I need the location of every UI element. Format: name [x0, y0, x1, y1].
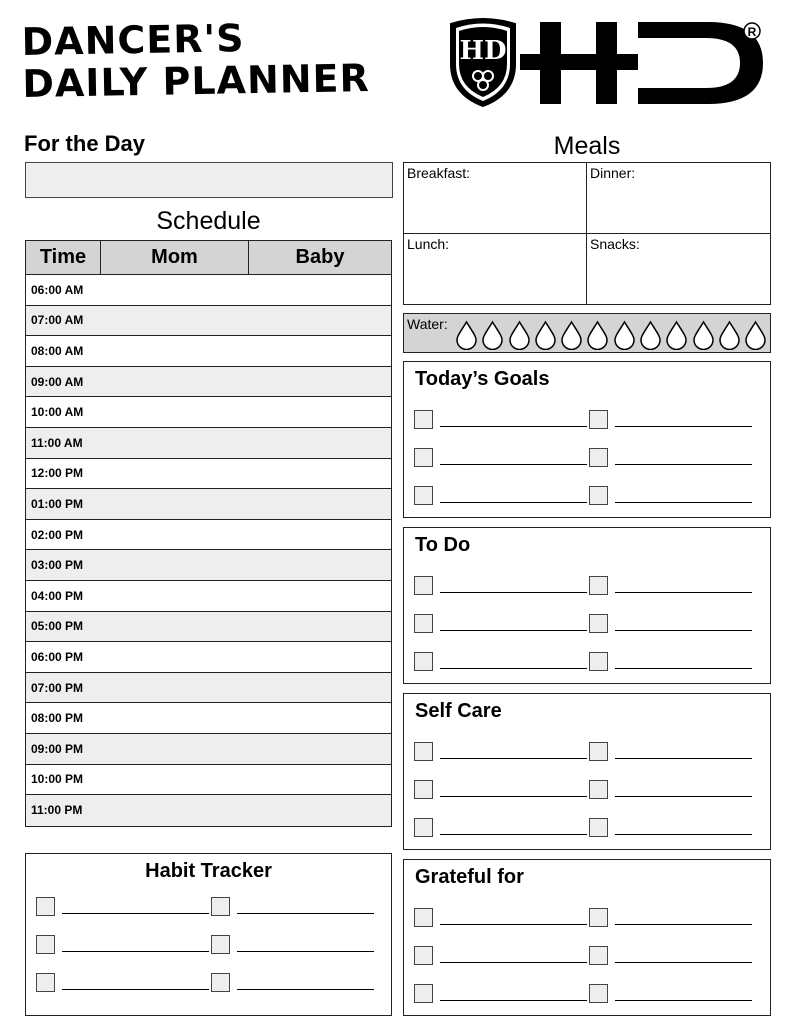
checkbox[interactable] — [211, 935, 230, 954]
checklist-item — [211, 897, 386, 916]
water-drop-icon[interactable] — [508, 320, 531, 350]
time-label: 11:00 AM — [31, 435, 83, 450]
write-in-line[interactable] — [440, 834, 587, 835]
checklist-item — [414, 652, 589, 671]
time-label: 08:00 AM — [31, 343, 84, 358]
water-drop-icon[interactable] — [692, 320, 715, 350]
write-in-line[interactable] — [615, 630, 752, 631]
todo-panel — [403, 527, 771, 684]
checklist-item — [36, 897, 211, 916]
time-label: 05:00 PM — [31, 619, 84, 634]
water-drop-icon[interactable] — [586, 320, 609, 350]
schedule-header-row — [26, 241, 391, 275]
checklist-item — [589, 576, 764, 595]
time-label: 10:00 PM — [31, 772, 84, 787]
schedule-row[interactable] — [26, 489, 391, 520]
self-care-panel — [403, 693, 771, 850]
water-drop-icon[interactable] — [481, 320, 504, 350]
checklist-item — [414, 984, 589, 1003]
todays-goals-panel — [403, 361, 771, 518]
write-in-line[interactable] — [237, 951, 374, 952]
write-in-line[interactable] — [440, 630, 587, 631]
water-drop-icon[interactable] — [560, 320, 583, 350]
water-tracker — [403, 313, 771, 353]
checkbox[interactable] — [211, 973, 230, 992]
checklist-row — [414, 566, 764, 604]
write-in-line[interactable] — [440, 464, 587, 465]
checkbox[interactable] — [414, 614, 433, 633]
water-drop-icon[interactable] — [613, 320, 636, 350]
schedule-table — [25, 240, 392, 827]
write-in-line[interactable] — [615, 464, 752, 465]
for-the-day-label: For the Day — [24, 131, 146, 156]
time-label: 11:00 PM — [31, 803, 83, 818]
write-in-line[interactable] — [62, 951, 209, 952]
checklist-item — [589, 652, 764, 671]
time-label: 03:00 PM — [31, 558, 84, 573]
schedule-row[interactable] — [26, 520, 391, 551]
write-in-line[interactable] — [615, 426, 752, 427]
checkbox[interactable] — [589, 576, 608, 595]
write-in-line[interactable] — [237, 989, 374, 990]
col-baby: Baby — [295, 246, 345, 268]
time-label: 09:00 PM — [31, 741, 84, 756]
schedule-row[interactable] — [26, 703, 391, 734]
checklist-item — [589, 984, 764, 1003]
checkbox[interactable] — [589, 448, 608, 467]
time-label: 01:00 PM — [31, 496, 84, 511]
checkbox[interactable] — [414, 780, 433, 799]
checkbox[interactable] — [414, 410, 433, 429]
checklist-item — [589, 946, 764, 965]
schedule-row[interactable] — [26, 336, 391, 367]
todo-title: To Do — [415, 534, 471, 556]
write-in-line[interactable] — [615, 668, 752, 669]
habit-tracker-title: Habit Tracker — [145, 860, 272, 882]
checklist-row — [414, 477, 764, 515]
checkbox[interactable] — [589, 818, 608, 837]
checkbox[interactable] — [414, 984, 433, 1003]
schedule-row[interactable] — [26, 612, 391, 643]
time-label: 12:00 PM — [31, 466, 84, 481]
write-in-line[interactable] — [615, 962, 752, 963]
checkbox[interactable] — [414, 742, 433, 761]
checklist-item — [414, 448, 589, 467]
write-in-line[interactable] — [615, 758, 752, 759]
schedule-row[interactable] — [26, 275, 391, 306]
schedule-row[interactable] — [26, 795, 391, 826]
write-in-line[interactable] — [237, 913, 374, 914]
checkbox[interactable] — [589, 742, 608, 761]
schedule-row[interactable] — [26, 459, 391, 490]
checkbox[interactable] — [414, 486, 433, 505]
checklist-row — [414, 936, 764, 974]
checklist-row — [414, 732, 764, 770]
checklist-item — [414, 410, 589, 429]
breakfast-cell[interactable]: Breakfast: — [404, 163, 587, 234]
dinner-cell[interactable]: Dinner: — [587, 163, 770, 234]
checkbox[interactable] — [589, 780, 608, 799]
col-mom: Mom — [101, 241, 249, 274]
write-in-line[interactable] — [615, 924, 752, 925]
checkbox[interactable] — [589, 984, 608, 1003]
checklist-item — [589, 410, 764, 429]
write-in-line[interactable] — [440, 924, 587, 925]
schedule-row[interactable] — [26, 306, 391, 337]
checklist-item — [589, 448, 764, 467]
checkbox[interactable] — [414, 652, 433, 671]
registered-mark: R — [747, 25, 757, 39]
water-drop-icon[interactable] — [718, 320, 741, 350]
checklist-item — [414, 908, 589, 927]
checklist-row — [414, 975, 764, 1013]
planner-title — [21, 15, 370, 105]
checkbox[interactable] — [211, 897, 230, 916]
write-in-line[interactable] — [440, 592, 587, 593]
water-drop-icon[interactable] — [639, 320, 662, 350]
time-label: 10:00 AM — [31, 405, 84, 420]
title-line-2: DAILY PLANNER — [22, 55, 371, 107]
checklist-row — [414, 604, 764, 642]
write-in-line[interactable] — [615, 592, 752, 593]
checkbox[interactable] — [36, 973, 55, 992]
schedule-heading: Schedule — [156, 207, 261, 235]
checkbox[interactable] — [414, 946, 433, 965]
write-in-line[interactable] — [440, 426, 587, 427]
checklist-row — [36, 887, 386, 925]
checklist-row — [414, 643, 764, 681]
todays-goals-title: Today’s Goals — [415, 368, 550, 390]
schedule-row[interactable] — [26, 673, 391, 704]
water-drop-icon[interactable] — [744, 320, 767, 350]
checklist-item — [36, 935, 211, 954]
checklist-item — [36, 973, 211, 992]
checkbox[interactable] — [589, 614, 608, 633]
for-the-day-field[interactable] — [25, 162, 393, 198]
schedule-row[interactable] — [26, 367, 391, 398]
checklist-item — [414, 486, 589, 505]
checkbox[interactable] — [589, 908, 608, 927]
logo-badge-text: HD — [459, 36, 507, 66]
checkbox[interactable] — [414, 818, 433, 837]
time-label: 08:00 PM — [31, 711, 84, 726]
lunch-cell[interactable]: Lunch: — [404, 234, 587, 305]
time-label: 06:00 PM — [31, 649, 84, 664]
habit-tracker-panel — [25, 853, 392, 1016]
col-time: Time — [26, 241, 101, 274]
schedule-row[interactable] — [26, 581, 391, 612]
water-label: Water: — [407, 316, 448, 332]
checklist-row — [36, 964, 386, 1002]
checklist-row — [414, 438, 764, 476]
checkbox[interactable] — [36, 897, 55, 916]
schedule-row[interactable] — [26, 765, 391, 796]
write-in-line[interactable] — [615, 796, 752, 797]
title-line-1: DANCER'S — [21, 16, 245, 65]
checklist-item — [589, 780, 764, 799]
write-in-line[interactable] — [440, 1000, 587, 1001]
write-in-line[interactable] — [440, 758, 587, 759]
write-in-line[interactable] — [615, 1000, 752, 1001]
checklist-item — [589, 908, 764, 927]
water-drop-icon[interactable] — [534, 320, 557, 350]
schedule-row[interactable] — [26, 734, 391, 765]
meals-heading: Meals — [553, 132, 621, 160]
time-label: 02:00 PM — [31, 527, 84, 542]
schedule-row[interactable] — [26, 642, 391, 673]
write-in-line[interactable] — [440, 962, 587, 963]
checklist-item — [589, 486, 764, 505]
checkbox[interactable] — [589, 946, 608, 965]
checklist-row — [414, 770, 764, 808]
grateful-title: Grateful for — [415, 866, 524, 888]
hd-logo — [448, 14, 770, 110]
checklist-row — [414, 809, 764, 847]
write-in-line[interactable] — [440, 796, 587, 797]
write-in-line[interactable] — [440, 668, 587, 669]
meals-grid — [403, 162, 771, 305]
checklist-item — [589, 818, 764, 837]
checkbox[interactable] — [589, 486, 608, 505]
checklist-item — [589, 614, 764, 633]
write-in-line[interactable] — [615, 502, 752, 503]
write-in-line[interactable] — [615, 834, 752, 835]
checkbox[interactable] — [36, 935, 55, 954]
write-in-line[interactable] — [62, 989, 209, 990]
checklist-item — [414, 818, 589, 837]
water-drop-icon[interactable] — [455, 320, 478, 350]
checkbox[interactable] — [414, 448, 433, 467]
time-label: 07:00 PM — [31, 680, 84, 695]
snacks-cell[interactable]: Snacks: — [590, 235, 640, 252]
checkbox[interactable] — [589, 410, 608, 429]
checkbox[interactable] — [414, 908, 433, 927]
checklist-item — [414, 576, 589, 595]
checklist-row — [36, 925, 386, 963]
checklist-row — [414, 400, 764, 438]
checklist-item — [414, 614, 589, 633]
water-drop-icon[interactable] — [665, 320, 688, 350]
checklist-item — [211, 935, 386, 954]
write-in-line[interactable] — [440, 502, 587, 503]
checkbox[interactable] — [414, 576, 433, 595]
schedule-row[interactable] — [26, 397, 391, 428]
time-label: 06:00 AM — [31, 282, 84, 297]
checklist-item — [414, 742, 589, 761]
time-label: 07:00 AM — [31, 313, 84, 328]
checklist-item — [589, 742, 764, 761]
checkbox[interactable] — [589, 652, 608, 671]
time-label: 04:00 PM — [31, 588, 84, 603]
grateful-panel — [403, 859, 771, 1016]
write-in-line[interactable] — [62, 913, 209, 914]
schedule-row[interactable] — [26, 550, 391, 581]
time-label: 09:00 AM — [31, 374, 84, 389]
schedule-row[interactable] — [26, 428, 391, 459]
checklist-row — [414, 898, 764, 936]
self-care-title: Self Care — [415, 700, 502, 722]
checklist-item — [414, 780, 589, 799]
checklist-item — [211, 973, 386, 992]
checklist-item — [414, 946, 589, 965]
